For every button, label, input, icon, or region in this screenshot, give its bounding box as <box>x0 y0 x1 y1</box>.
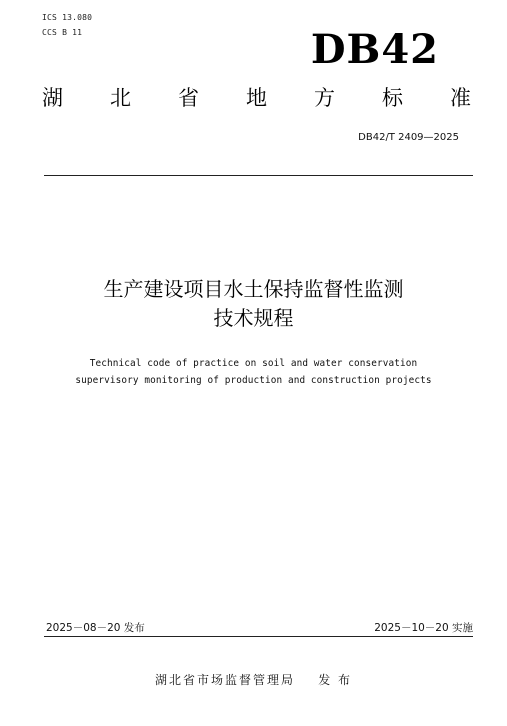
header-title <box>42 88 471 109</box>
chinese-title-line-2: 技术规程 <box>213 306 294 330</box>
header-char: 省 <box>178 86 199 110</box>
english-title-line-1: Technical code of practice on soil and water conservation <box>89 358 418 369</box>
implementation-date: 2025－10－20 实施 <box>374 622 473 634</box>
ccs-code: CCS B 11 <box>42 28 83 37</box>
top-divider <box>44 175 473 176</box>
header-char: 北 <box>110 86 131 110</box>
publisher-name: 湖北省市场监督管理局 <box>154 673 295 687</box>
header-char: 地 <box>246 86 267 110</box>
bottom-divider <box>44 636 473 637</box>
header-char: 方 <box>314 86 335 110</box>
english-title <box>0 355 507 389</box>
header-char: 准 <box>450 86 471 110</box>
db-logo: DB42 <box>310 26 439 73</box>
ics-code: ICS 13.080 <box>42 13 93 22</box>
chinese-title <box>0 275 507 333</box>
standard-number: DB42/T 2409—2025 <box>358 132 459 143</box>
publisher-action: 发 布 <box>318 673 353 687</box>
chinese-title-line-1: 生产建设项目水土保持监督性监测 <box>103 277 404 301</box>
english-title-line-2: supervisory monitoring of production and construction projects <box>75 375 432 386</box>
issue-date: 2025－08－20 发布 <box>46 622 145 634</box>
publisher <box>0 671 507 688</box>
header-char: 湖 <box>42 86 63 110</box>
header-char: 标 <box>382 86 403 110</box>
